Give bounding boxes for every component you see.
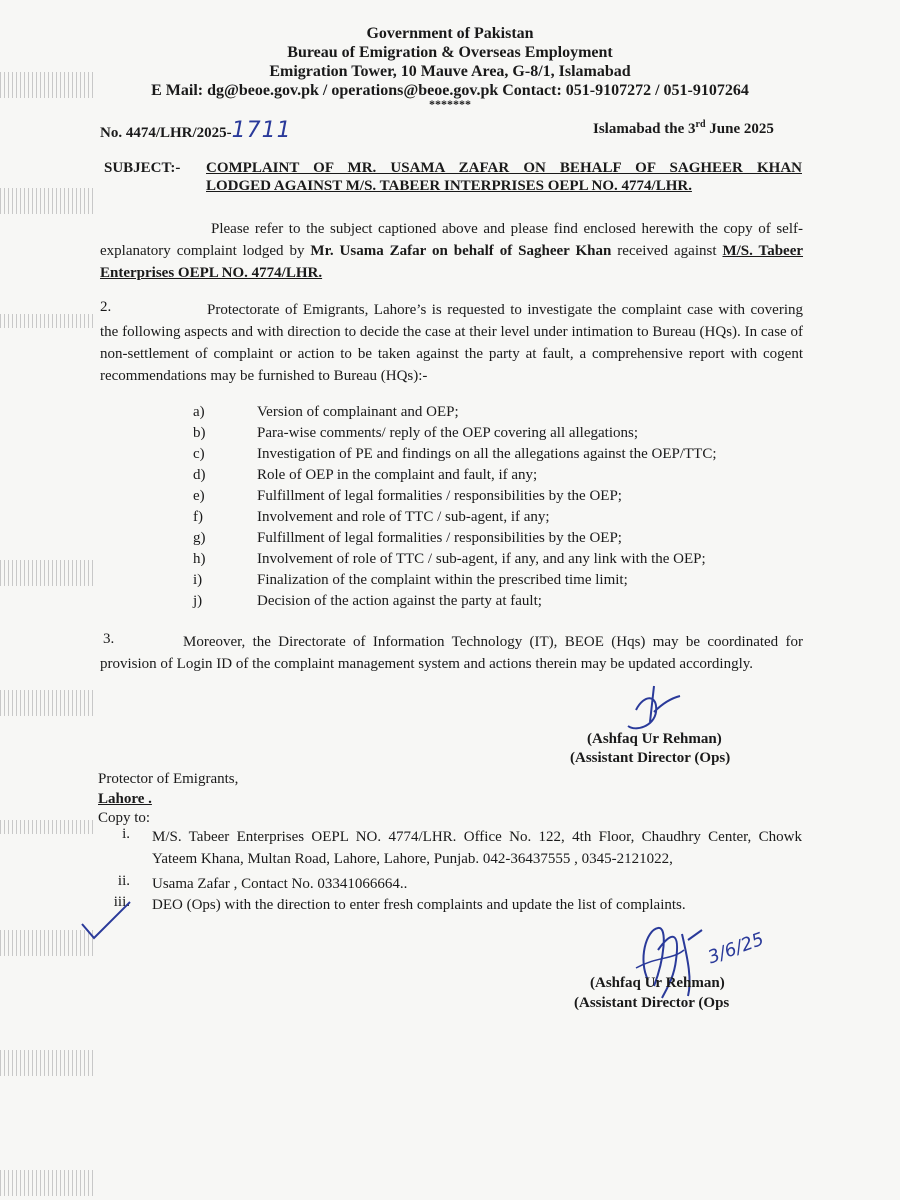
subject-line-1: COMPLAINT OF MR. USAMA ZAFAR ON BEHALF OF SAGHEER KHAN — [206, 160, 802, 176]
subject-line-2: LODGED AGAINST M/S. TABEER INTERPRISES OEPL NO. 4774/LHR. — [206, 178, 692, 194]
scan-noise — [0, 690, 95, 716]
scan-noise — [0, 188, 95, 214]
paragraph-1: Please refer to the subject captioned above and please find enclosed herewith the copy of self-explanatory complaint lodged by Mr. Usama Zafar on behalf of Sagheer Khan received against M/S. Tabeer Enterprises OEPL NO. 4774/LHR. — [100, 221, 804, 281]
signatory-title-1: (Assistant Director (Ops) — [570, 750, 731, 766]
scan-noise — [0, 1170, 95, 1196]
paragraph-3-number: 3. — [103, 631, 115, 647]
email-label: E Mail: — [151, 82, 204, 99]
signatory-name-1: (Ashfaq Ur Rehman) — [587, 731, 722, 747]
subject-label: SUBJECT:- — [104, 160, 181, 176]
paragraph-2-number: 2. — [100, 299, 112, 315]
paragraph-3: Moreover, the Directorate of Information Technology (IT), BEOE (Hqs) may be coordinated for provision of Login ID of the complaint management system and actions therein may be updated accordingly. — [100, 634, 803, 672]
signature-date: 3/6/25 — [705, 928, 767, 969]
scan-noise — [0, 1050, 95, 1076]
handwritten-diary-number: 1711 — [231, 118, 292, 143]
scan-noise — [0, 820, 95, 834]
paragraph-2: Protectorate of Emigrants, Lahore’s is requested to investigate the complaint case with covering the following aspects and with direction to decide the case at their level under intimation to Bureau (HQs). In case of non-settlement of complaint or action to be taken against the party at fault, a comprehensive report with cogent recommendations may be furnished to Bureau (HQs):- — [100, 302, 803, 384]
checkmark-icon — [76, 896, 136, 946]
copy-to-label: Copy to: — [98, 810, 151, 826]
contact-label: Contact: — [502, 82, 562, 99]
header-government: Government of Pakistan — [366, 25, 534, 42]
signatory-title-2: (Assistant Director (Ops — [574, 995, 730, 1011]
header-bureau: Bureau of Emigration & Overseas Employment — [287, 44, 613, 61]
signatory-name-2: (Ashfaq Ur Rehman) — [590, 975, 725, 991]
date-line: Islamabad the 3rd June 2025 — [593, 119, 774, 137]
addressee-line-2: Lahore . — [98, 791, 152, 807]
scan-noise — [0, 314, 95, 328]
scan-noise — [0, 560, 95, 586]
header-address: Emigration Tower, 10 Mauve Area, G-8/1, Islamabad — [269, 63, 631, 80]
reference-number: No. 4474/LHR/2025-1711 — [100, 118, 292, 143]
header-stars: ******* — [429, 97, 471, 111]
contact-value: 051-9107272 / 051-9107264 — [565, 82, 749, 99]
addressee-line-1: Protector of Emigrants, — [98, 771, 239, 787]
email-value: dg@beoe.gov.pk / operations@beoe.gov.pk — [207, 82, 499, 99]
